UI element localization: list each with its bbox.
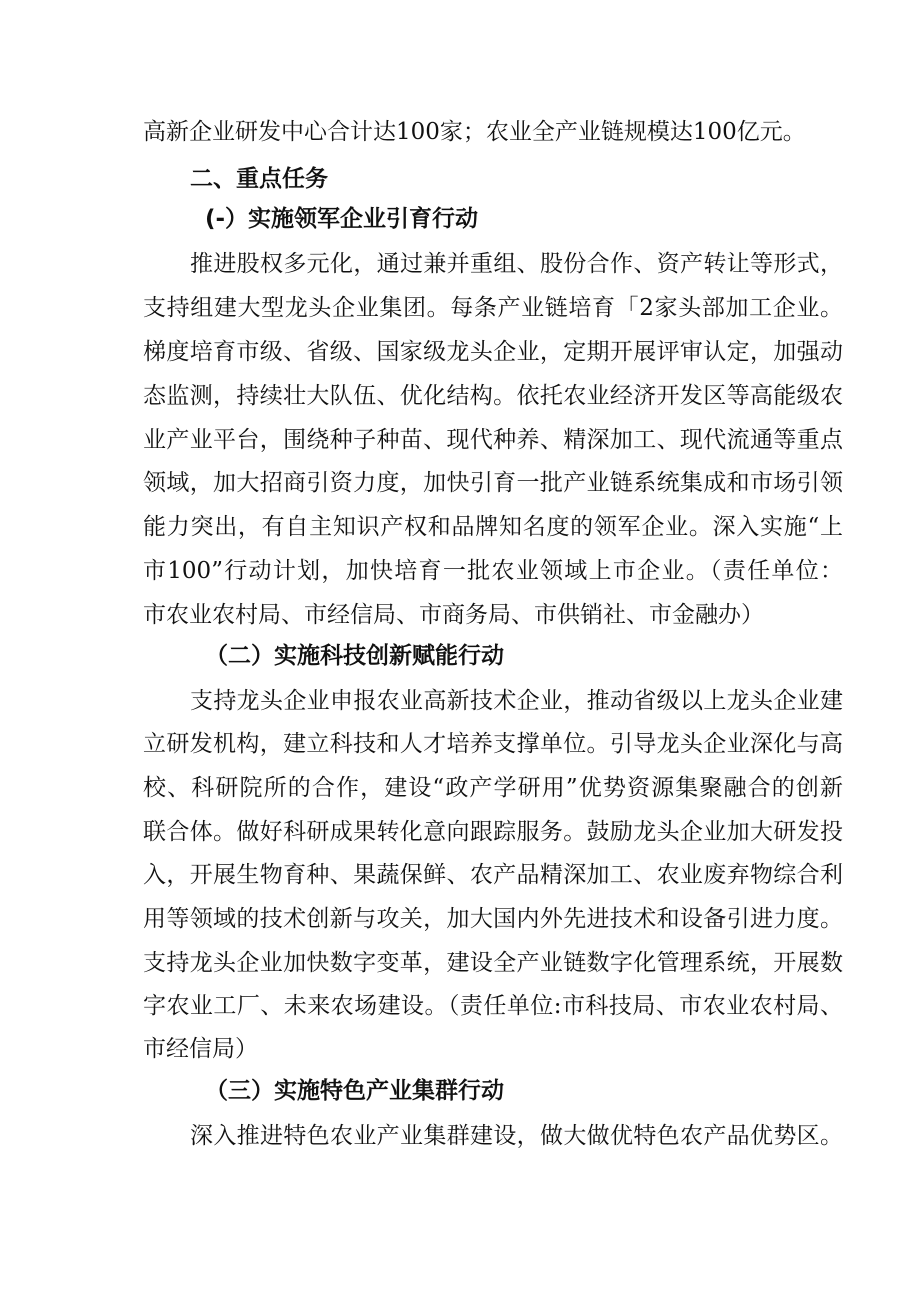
paragraph-2-line: 市经信局） [143, 1036, 258, 1062]
paragraph-2-line: 校、科研院所的合作，建设“政产学研用”优势资源集聚融合的创新 [143, 775, 843, 801]
paragraph-1-line: 市农业农村局、市经信局、市商务局、市供销社、市金融办） [143, 602, 764, 628]
subsection-title-3: （三）实施特色产业集群行动 [205, 1078, 504, 1104]
subsection-title-2: （二）实施科技创新赋能行动 [205, 643, 504, 669]
paragraph-1-line: 市100”行动计划，加快培育一批农业领域上市企业。（责任单位： [143, 558, 843, 584]
paragraph-2-line: 支持龙头企业加快数字变革，建设全产业链数字化管理系统，开展数 [143, 950, 843, 976]
paragraph-1-line: 推进股权多元化，通过兼并重组、股份合作、资产转让等形式， [190, 251, 843, 277]
paragraph-2-line: 联合体。做好科研成果转化意向跟踪服务。鼓励龙头企业加大研发投 [143, 819, 843, 845]
subsection-title-1: (-）实施领军企业引育行动 [205, 206, 479, 232]
paragraph-1-line: 态监测，持续壮大队伍、优化结构。依托农业经济开发区等高能级农 [143, 383, 843, 409]
paragraph-1-line: 领域，加大招商引资力度，加快引育一批产业链系统集成和市场引领 [143, 470, 843, 496]
paragraph-1-line: 能力突出，有自主知识产权和品牌知名度的领军企业。深入实施“上 [143, 514, 843, 540]
section-title: 二、重点任务 [190, 166, 328, 192]
paragraph-2-line: 支持龙头企业申报农业高新技术企业，推动省级以上龙头企业建 [190, 688, 843, 714]
paragraph-2-line: 入，开展生物育种、果蔬保鲜、农产品精深加工、农业废弃物综合利 [143, 862, 843, 888]
intro-line: 高新企业研发中心合计达100家；农业全产业链规模达100亿元。 [143, 119, 806, 145]
paragraph-1-line: 梯度培育市级、省级、国家级龙头企业，定期开展评审认定，加强动 [143, 339, 843, 365]
paragraph-2-line: 用等领域的技术创新与攻关，加大国内外先进技术和设备引进力度。 [143, 906, 843, 932]
paragraph-3-line: 深入推进特色农业产业集群建设，做大做优特色农产品优势区。 [190, 1123, 843, 1149]
paragraph-1-line: 业产业平台，围绕种子种苗、现代种养、精深加工、现代流通等重点 [143, 427, 843, 453]
paragraph-2-line: 字农业工厂、未来农场建设。（责任单位:市科技局、市农业农村局、 [143, 993, 843, 1019]
paragraph-1-line: 支持组建大型龙头企业集团。每条产业链培育「2家头部加工企业。 [143, 295, 843, 321]
paragraph-2-line: 立研发机构，建立科技和人才培养支撑单位。引导龙头企业深化与高 [143, 731, 843, 757]
